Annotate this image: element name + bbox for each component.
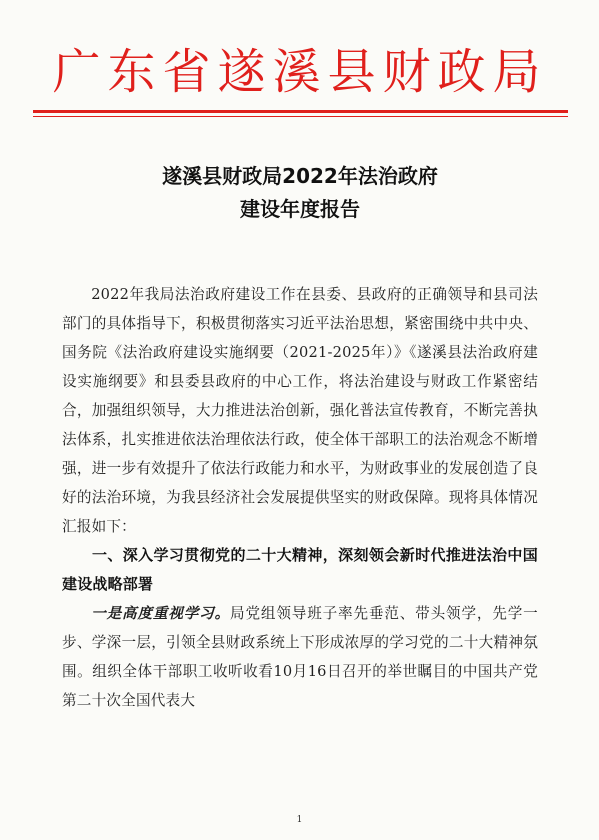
- document-title-line-1: 遂溪县财政局2022年法治政府: [162, 164, 438, 188]
- masthead-divider-thick: [33, 110, 568, 113]
- page-number: 1: [296, 815, 303, 825]
- point-paragraph-1: [62, 599, 538, 715]
- document-body: [62, 280, 538, 715]
- intro-paragraph: 2022年我局法治政府建设工作在县委、县政府的正确领导和县司法部门的具体指导下，积极贯彻落实习近平法治思想，紧密围绕中共中央、国务院《法治政府建设实施纲要（2021-2025年）》《遂溪县法治政府建设实施纲要》和县委县政府的中心工作，将法治建设与财政工作紧密结合，加强组织领导，大力推进法治创新，强化普法宣传教育，不断完善执法体系，扎实推进依法治理依法行政，使全体干部职工的法治观念不断增强，进一步有效提升了依法行政能力和水平，为财政事业的发展创造了良好的法治环境，为我县经济社会发展提供坚实的财政保障。现将具体情况汇报如下：: [62, 286, 538, 535]
- document-title: [60, 160, 540, 226]
- section-heading-1: 一、深入学习贯彻党的二十大精神，深刻领会新时代推进法治中国建设战略部署: [62, 546, 538, 593]
- document-title-line-2: 建设年度报告: [240, 197, 360, 221]
- masthead-divider-thin: [33, 116, 568, 117]
- point-lead-1: 一是高度重视学习。: [91, 605, 231, 622]
- masthead-title: 广东省遂溪县财政局: [52, 44, 548, 100]
- point-text-1: 局党组领导班子率先垂范、带头领学，先学一步、学深一层，引领全县财政系统上下形成浓厚的学习党的二十大精神氛围。组织全体干部职工收听收看10月16日召开的举世瞩目的中国共产党第二十次全国代表大: [62, 605, 538, 709]
